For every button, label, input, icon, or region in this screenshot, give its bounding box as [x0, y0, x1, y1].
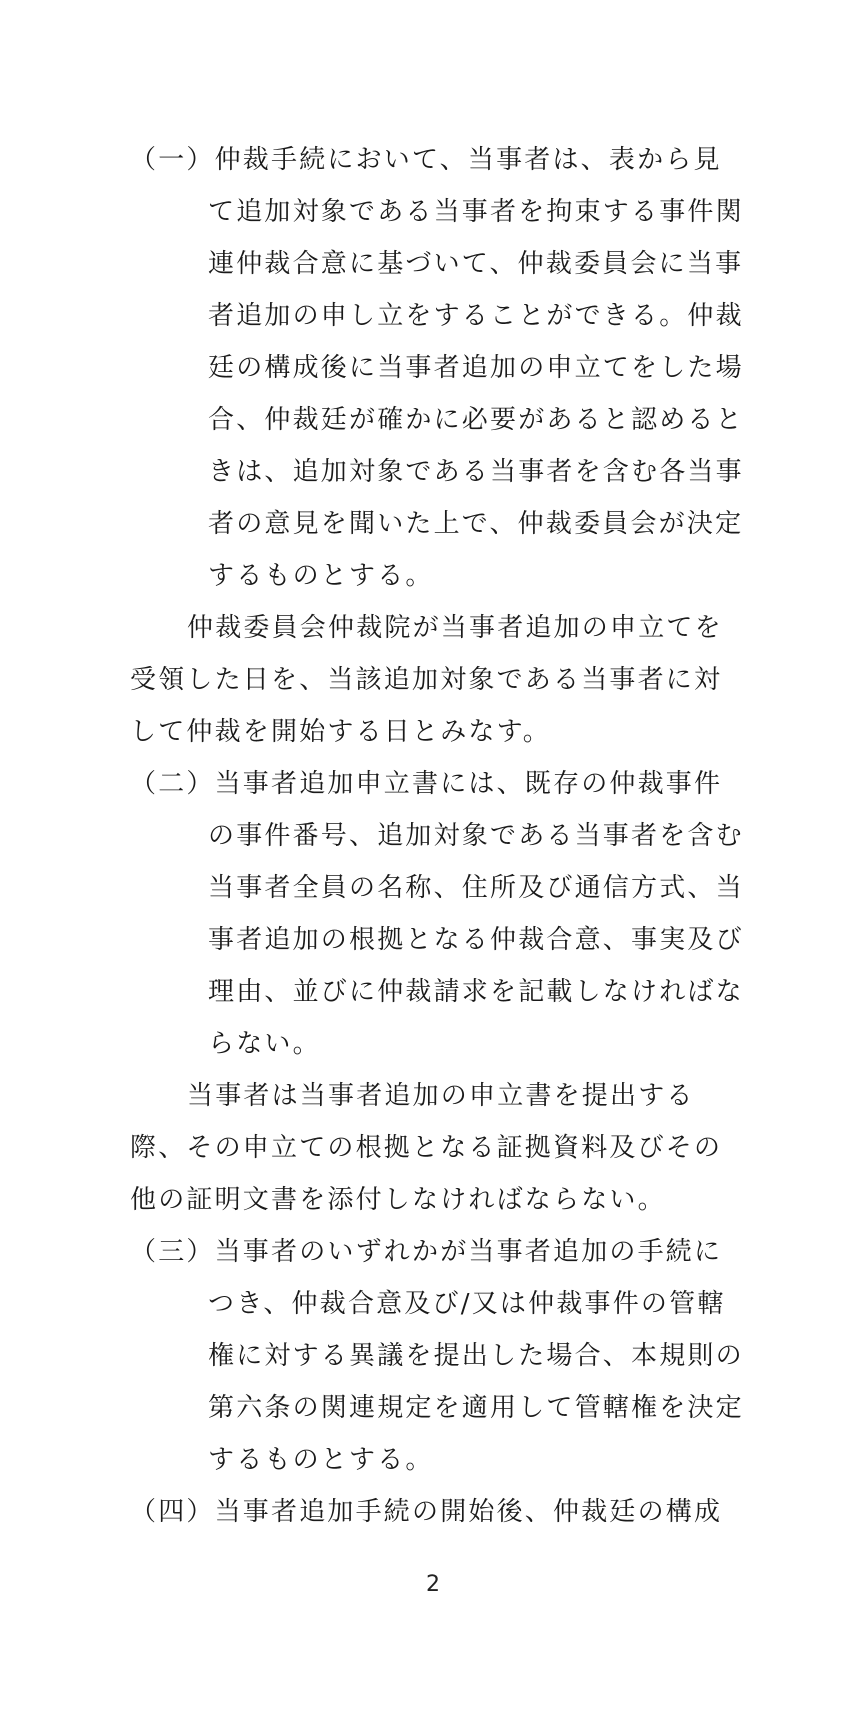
- clause-2-line-4: 事者追加の根拠となる仲裁合意、事実及び: [208, 925, 744, 955]
- clause-1-line-3: 連仲裁合意に基づいて、仲裁委員会に当事: [208, 249, 744, 279]
- paragraph-1-line-1: 仲裁委員会仲裁院が当事者追加の申立てを: [187, 613, 723, 643]
- clause-4-line-1: （四）当事者追加手続の開始後、仲裁廷の構成: [130, 1497, 723, 1527]
- clause-3-line-2: つき、仲裁合意及び/又は仲裁事件の管轄: [208, 1289, 726, 1319]
- clause-1-line-1: （一）仲裁手続において、当事者は、表から見: [130, 145, 722, 175]
- clause-1-line-5: 廷の構成後に当事者追加の申立てをした場: [208, 353, 744, 383]
- clause-3-line-4: 第六条の関連規定を適用して管轄権を決定: [208, 1393, 744, 1423]
- paragraph-2-line-3: 他の証明文書を添付しなければならない。: [130, 1185, 666, 1215]
- clause-2-line-1: （二）当事者追加申立書には、既存の仲裁事件: [130, 769, 723, 799]
- clause-2-line-6: らない。: [208, 1029, 321, 1059]
- clause-1-line-2: て追加対象である当事者を拘束する事件関: [208, 197, 744, 227]
- clause-1-line-9: するものとする。: [208, 561, 434, 591]
- clause-2-line-5: 理由、並びに仲裁請求を記載しなければな: [208, 977, 744, 1007]
- clause-1-line-6: 合、仲裁廷が確かに必要があると認めると: [208, 405, 744, 435]
- clause-3-line-5: するものとする。: [208, 1445, 434, 1475]
- clause-1-line-7: きは、追加対象である当事者を含む各当事: [208, 457, 744, 487]
- clause-2-line-2: の事件番号、追加対象である当事者を含む: [208, 821, 744, 851]
- clause-1-line-8: 者の意見を聞いた上で、仲裁委員会が決定: [208, 509, 744, 539]
- paragraph-1-line-3: して仲裁を開始する日とみなす。: [130, 717, 551, 747]
- clause-1-line-4: 者追加の申し立をすることができる。仲裁: [208, 301, 744, 331]
- clause-3-line-3: 権に対する異議を提出した場合、本規則の: [208, 1341, 744, 1371]
- paragraph-2-line-1: 当事者は当事者追加の申立書を提出する: [187, 1081, 695, 1111]
- page-number: 2: [426, 1572, 440, 1597]
- clause-2-line-3: 当事者全員の名称、住所及び通信方式、当: [208, 873, 744, 903]
- paragraph-1-line-2: 受領した日を、当該追加対象である当事者に対: [130, 665, 723, 695]
- clause-3-line-1: （三）当事者のいずれかが当事者追加の手続に: [130, 1237, 723, 1267]
- paragraph-2-line-2: 際、その申立ての根拠となる証拠資料及びその: [130, 1133, 723, 1163]
